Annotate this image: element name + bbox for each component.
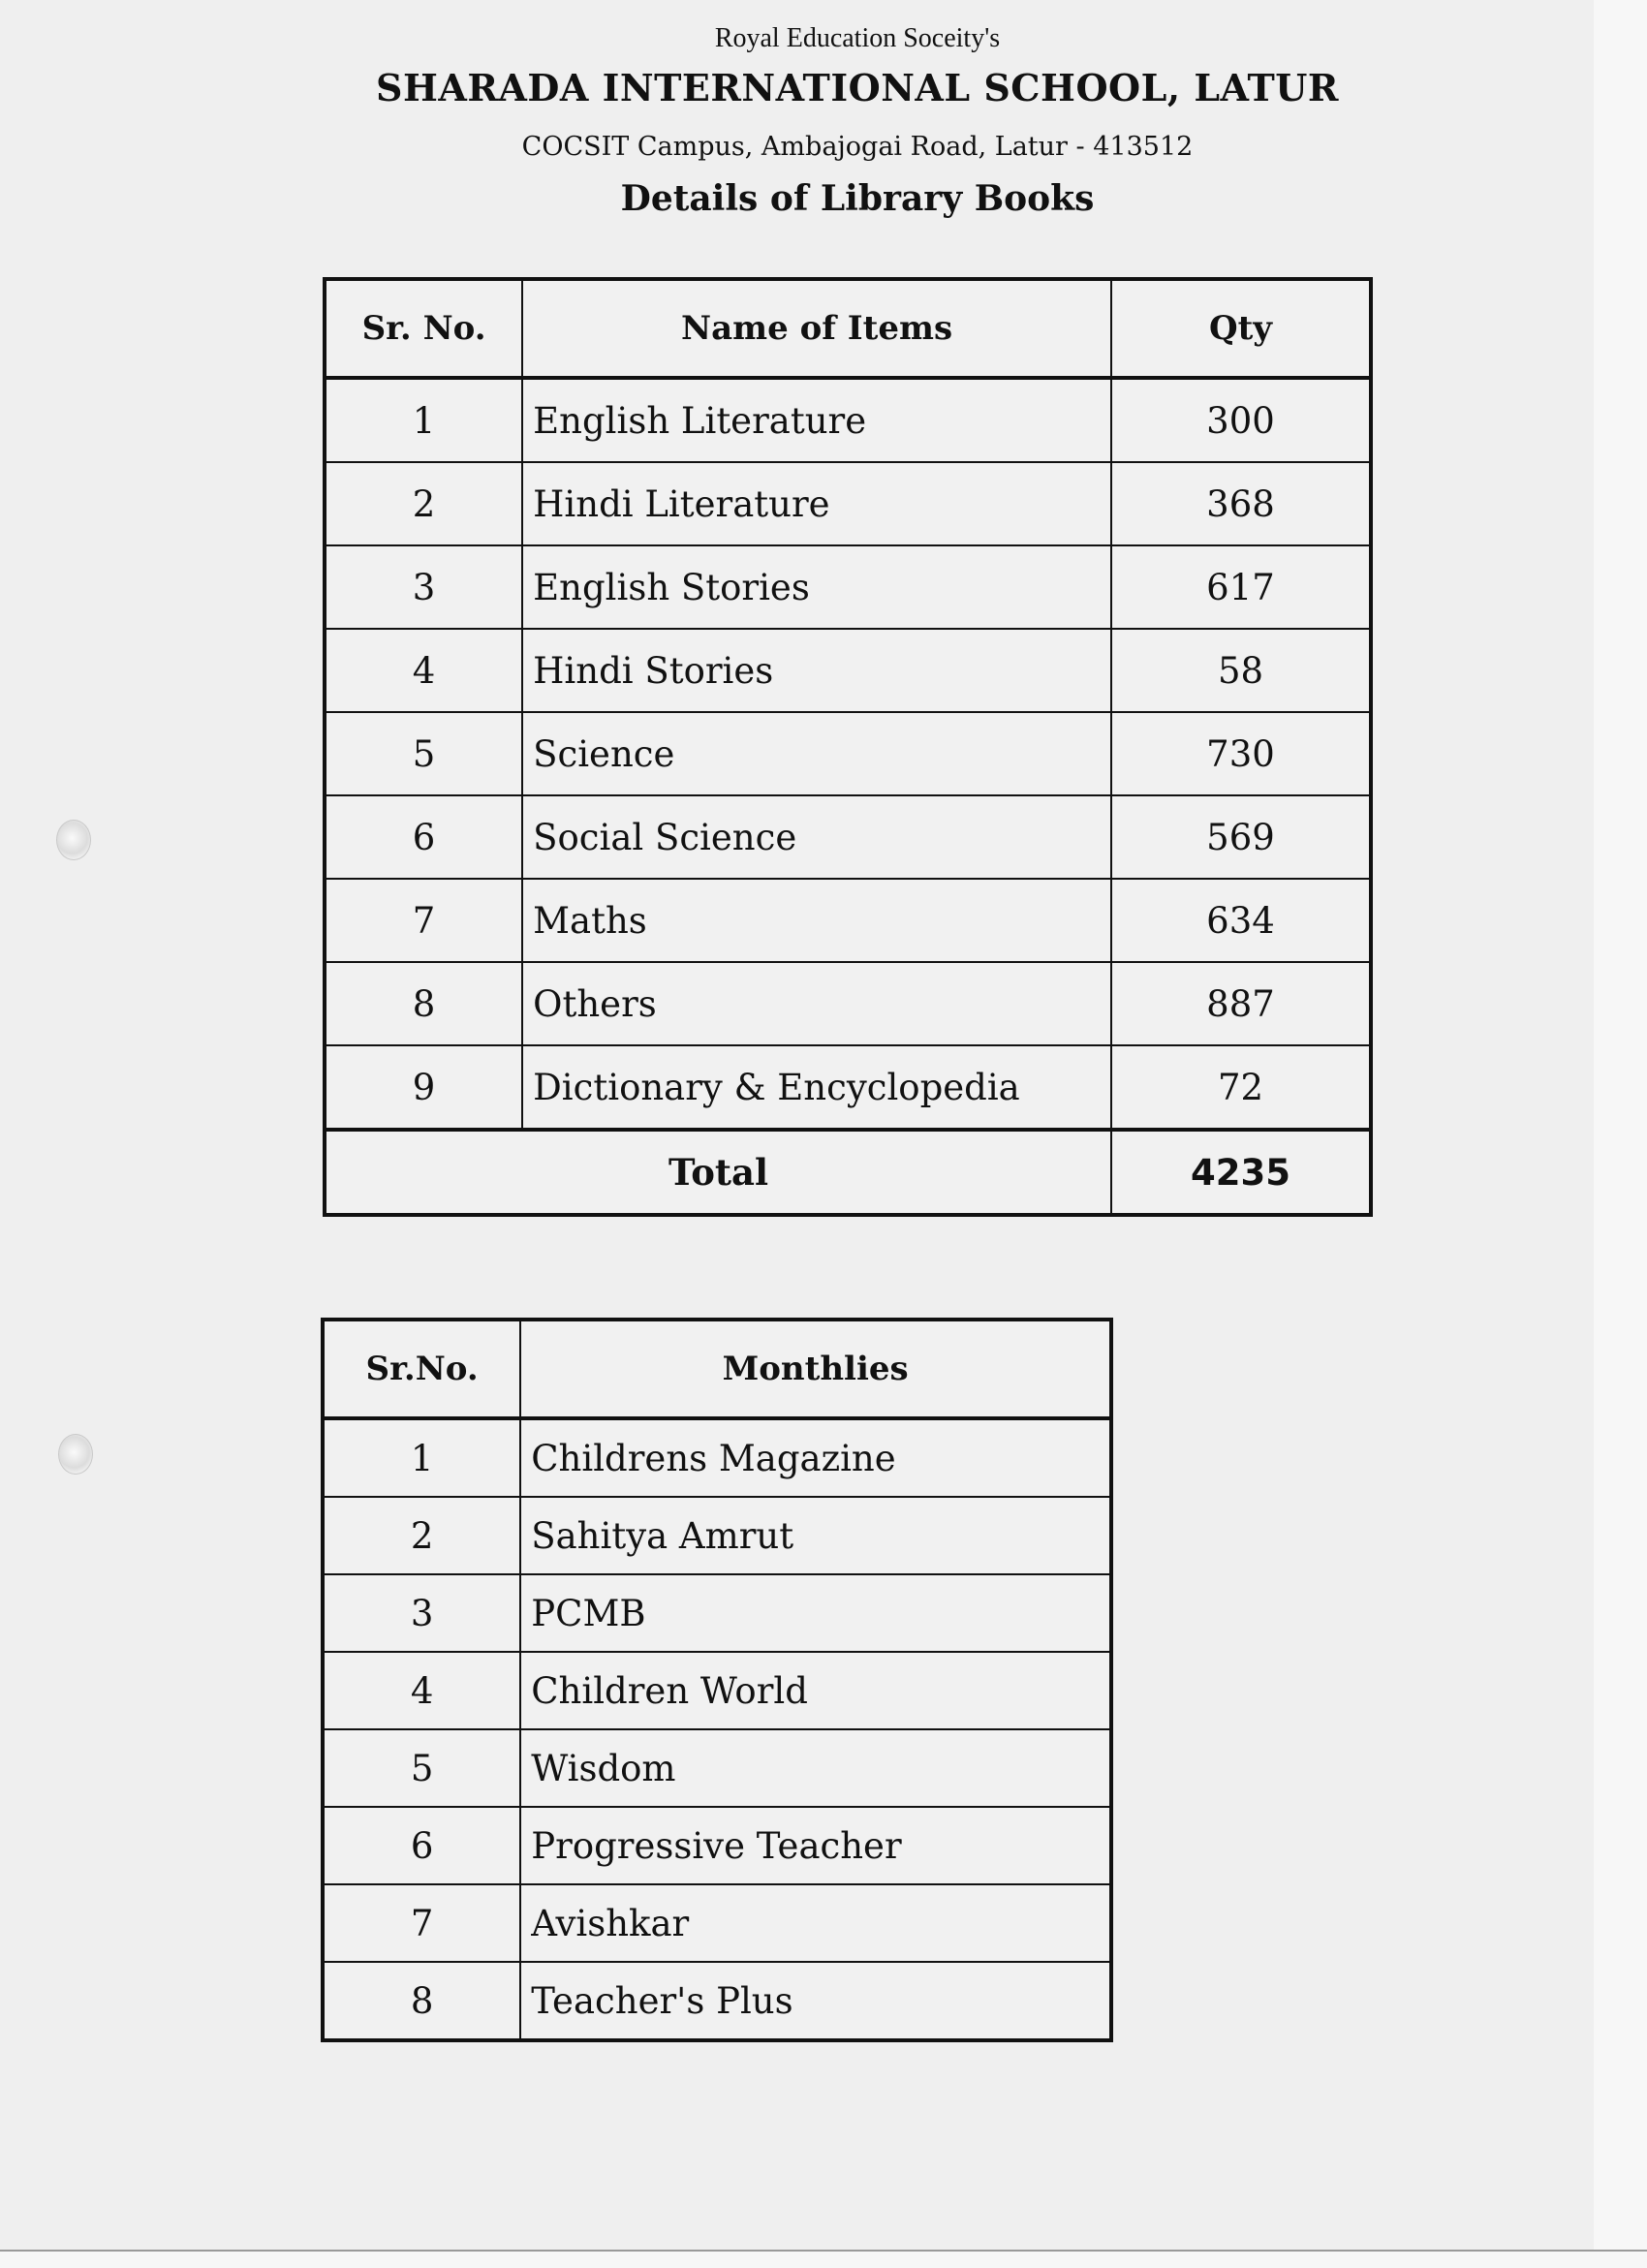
item-name-cell: English Stories — [522, 545, 1111, 629]
item-name-cell: Dictionary & Encyclopedia — [522, 1045, 1111, 1130]
table-row — [325, 962, 1371, 1045]
table-row — [325, 712, 1371, 795]
item-name-cell: Hindi Literature — [522, 462, 1111, 545]
item-name-cell: Science — [522, 712, 1111, 795]
sr-no-cell: 7 — [325, 879, 522, 962]
monthly-name-cell: Teacher's Plus — [520, 1962, 1111, 2040]
monthly-name-cell: Wisdom — [520, 1729, 1111, 1807]
table-row — [325, 378, 1371, 462]
sr-no-cell: 6 — [325, 795, 522, 879]
table-header-row — [325, 279, 1371, 378]
item-name-cell: Hindi Stories — [522, 629, 1111, 712]
monthly-name-cell: Sahitya Amrut — [520, 1497, 1111, 1574]
table-row — [325, 795, 1371, 879]
sr-no-cell: 5 — [323, 1729, 520, 1807]
school-name: SHARADA INTERNATIONAL SCHOOL, LATUR — [376, 66, 1339, 109]
table-row — [325, 879, 1371, 962]
qty-cell: 887 — [1111, 962, 1371, 1045]
column-header-sr-no: Sr.No. — [323, 1320, 520, 1418]
table-row — [325, 1045, 1371, 1130]
sr-no-cell: 2 — [325, 462, 522, 545]
monthlies-table — [321, 1318, 1113, 2042]
sr-no-cell: 9 — [325, 1045, 522, 1130]
sr-no-cell: 2 — [323, 1497, 520, 1574]
table-row — [325, 462, 1371, 545]
qty-cell: 569 — [1111, 795, 1371, 879]
school-address: COCSIT Campus, Ambajogai Road, Latur - 413512 — [521, 132, 1194, 162]
page-edge — [1594, 0, 1647, 2266]
sr-no-cell: 4 — [323, 1652, 520, 1729]
table-row — [325, 629, 1371, 712]
table-header-row — [323, 1320, 1111, 1418]
column-header-sr-no: Sr. No. — [325, 279, 522, 378]
table-row — [323, 1962, 1111, 2040]
column-header-name-of-items: Name of Items — [522, 279, 1111, 378]
monthly-name-cell: Childrens Magazine — [520, 1418, 1111, 1497]
sr-no-cell: 1 — [323, 1418, 520, 1497]
sr-no-cell: 1 — [325, 378, 522, 462]
punch-hole-mark — [58, 1434, 93, 1475]
qty-cell: 368 — [1111, 462, 1371, 545]
table-row — [323, 1729, 1111, 1807]
sr-no-cell: 3 — [325, 545, 522, 629]
sr-no-cell: 3 — [323, 1574, 520, 1652]
item-name-cell: Others — [522, 962, 1111, 1045]
page-bottom-edge — [0, 2250, 1647, 2268]
item-name-cell: English Literature — [522, 378, 1111, 462]
qty-cell: 58 — [1111, 629, 1371, 712]
item-name-cell: Social Science — [522, 795, 1111, 879]
table-row — [323, 1574, 1111, 1652]
total-label: Total — [325, 1130, 1111, 1215]
total-row — [325, 1130, 1371, 1215]
monthly-name-cell: Children World — [520, 1652, 1111, 1729]
table-row — [323, 1418, 1111, 1497]
table-row — [323, 1497, 1111, 1574]
qty-cell: 72 — [1111, 1045, 1371, 1130]
table-row — [323, 1652, 1111, 1729]
qty-cell: 300 — [1111, 378, 1371, 462]
sr-no-cell: 6 — [323, 1807, 520, 1884]
sr-no-cell: 8 — [323, 1962, 520, 2040]
total-value: 4235 — [1111, 1130, 1371, 1215]
sr-no-cell: 7 — [323, 1884, 520, 1962]
society-name: Royal Education Soceity's — [714, 23, 1001, 53]
qty-cell: 730 — [1111, 712, 1371, 795]
table-row — [323, 1807, 1111, 1884]
table-row — [323, 1884, 1111, 1962]
monthly-name-cell: PCMB — [520, 1574, 1111, 1652]
qty-cell: 617 — [1111, 545, 1371, 629]
sr-no-cell: 8 — [325, 962, 522, 1045]
item-name-cell: Maths — [522, 879, 1111, 962]
sr-no-cell: 4 — [325, 629, 522, 712]
sr-no-cell: 5 — [325, 712, 522, 795]
column-header-qty: Qty — [1111, 279, 1371, 378]
library-books-table — [323, 277, 1373, 1217]
column-header-monthlies: Monthlies — [520, 1320, 1111, 1418]
document-title: Details of Library Books — [620, 178, 1095, 219]
qty-cell: 634 — [1111, 879, 1371, 962]
monthly-name-cell: Avishkar — [520, 1884, 1111, 1962]
monthly-name-cell: Progressive Teacher — [520, 1807, 1111, 1884]
table-row — [325, 545, 1371, 629]
punch-hole-mark — [56, 820, 91, 860]
